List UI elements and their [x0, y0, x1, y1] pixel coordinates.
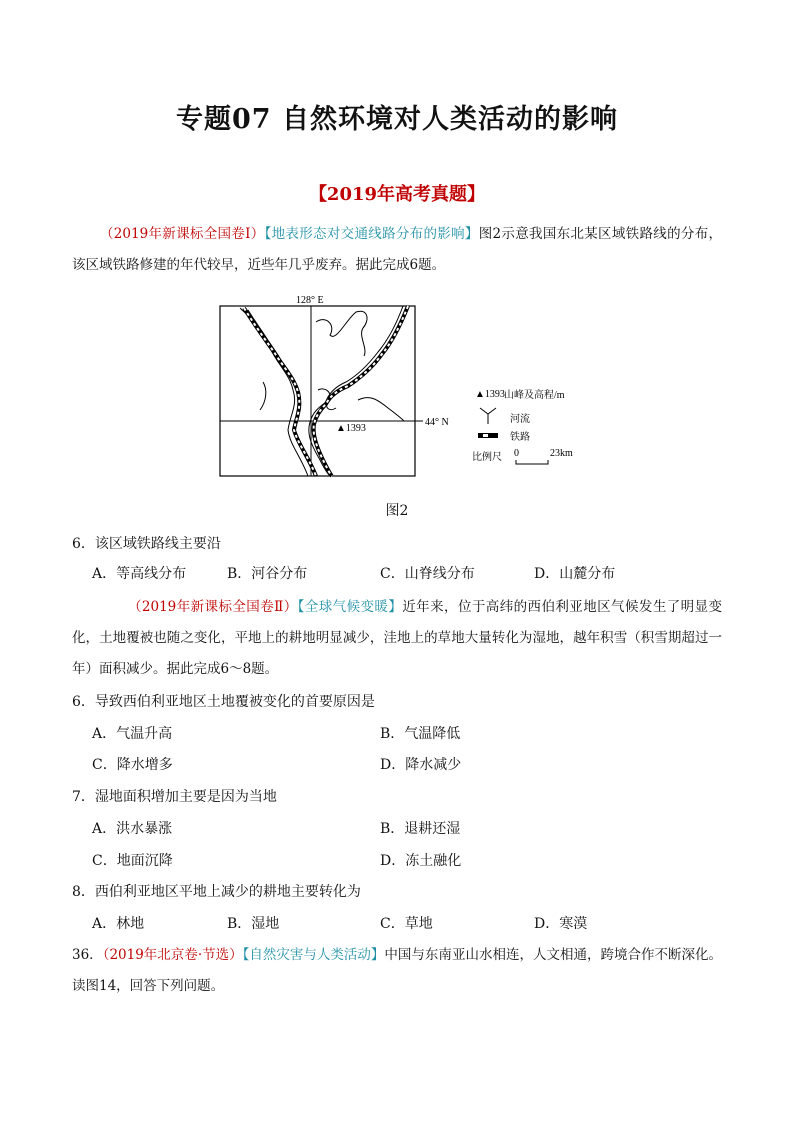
- lat-label: 44° N: [425, 417, 449, 428]
- topic-tag: 【自然灾害与人类活动】: [242, 947, 385, 963]
- q7-option-d: D．冻土融化: [380, 853, 462, 869]
- question-number: 36．: [72, 947, 103, 963]
- topic-tag: 【全球气候变暖】: [297, 599, 403, 615]
- source-tag: （2019年新课标全国卷Ⅱ）: [128, 599, 298, 615]
- intro-text: 中国与东南亚山水相连，人文相通，跨境合作不断深化。读图14，回答下列问题。: [72, 947, 723, 994]
- intro-text: 近年来，位于高纬的西伯利亚地区气候发生了明显变化，土地覆被也随之变化，平地上的耕地明显减少，洼地上的草地大量转化为湿地，越年积雪（积雪期超过一年）面积减少。据此完成6～8题。: [72, 599, 722, 677]
- legend-peak-text: 山峰及高程/m: [504, 390, 565, 401]
- topic-tag: 【地表形态对交通线路分布的影响】: [264, 226, 479, 242]
- q8-option-d: D．寒漠: [534, 916, 588, 932]
- intro-text: 图2示意我国东北某区域铁路线的分布，该区域铁路修建的年代较早，近些年几乎废弃。据此完成6题。: [72, 226, 723, 273]
- q7-option-b: B．退耕还湿: [380, 821, 461, 837]
- intro-paragraph-2: [72, 592, 722, 685]
- river-lines: [240, 306, 404, 476]
- peak-label: ▲1393: [336, 423, 366, 434]
- q6b-option-a: A．气温升高: [92, 726, 173, 742]
- q6b-option-c: C．降水增多: [92, 757, 173, 773]
- page-title: 专题07 自然环境对人类活动的影响: [176, 104, 618, 135]
- legend-scale-text: 比例尺: [472, 452, 502, 463]
- q7-option-a: A．洪水暴涨: [92, 821, 173, 837]
- scale-zero: 0: [514, 448, 519, 459]
- source-tag: （2019年新课标全国卷Ⅰ）: [100, 226, 265, 242]
- q6b-option-b: B．气温降低: [380, 726, 461, 742]
- question-6b-stem: 6．导致西伯利亚地区土地覆被变化的首要原因是: [72, 694, 375, 710]
- figure-caption: 图2: [385, 503, 409, 519]
- legend-river-text: 河流: [510, 414, 530, 425]
- intro-paragraph-1: [72, 219, 722, 281]
- question-7-stem: 7．湿地面积增加主要是因为当地: [72, 789, 277, 805]
- railway-lines: [244, 306, 408, 476]
- question-6a-stem: 6．该区域铁路线主要沿: [72, 536, 221, 552]
- q7-option-c: C．地面沉降: [92, 853, 173, 869]
- section-heading: 【2019年高考真题】: [308, 184, 486, 205]
- q8-option-c: C．草地: [380, 916, 433, 932]
- q6a-option-c: C．山脊线分布: [380, 566, 475, 582]
- source-tag: （2019年北京卷·节选）: [102, 947, 243, 963]
- lon-label: 128° E: [296, 295, 324, 306]
- q6a-option-a: A．等高线分布: [92, 566, 187, 582]
- scale-bar: [516, 460, 548, 464]
- legend-rail-text: 铁路: [510, 432, 530, 443]
- intro-paragraph-3: [72, 940, 722, 1002]
- scale-value: 23km: [550, 448, 573, 459]
- legend-peak-symbol: ▲1393: [475, 389, 505, 400]
- q6b-option-d: D．降水减少: [380, 757, 462, 773]
- railway-map: [218, 290, 578, 480]
- q6a-option-b: B．河谷分布: [227, 566, 308, 582]
- river-legend-icon: [480, 408, 496, 424]
- question-8-stem: 8．西伯利亚地区平地上减少的耕地主要转化为: [72, 884, 361, 900]
- q8-option-b: B．湿地: [227, 916, 280, 932]
- q6a-option-d: D．山麓分布: [534, 566, 616, 582]
- map-legend: [472, 388, 573, 464]
- q8-option-a: A．林地: [92, 916, 145, 932]
